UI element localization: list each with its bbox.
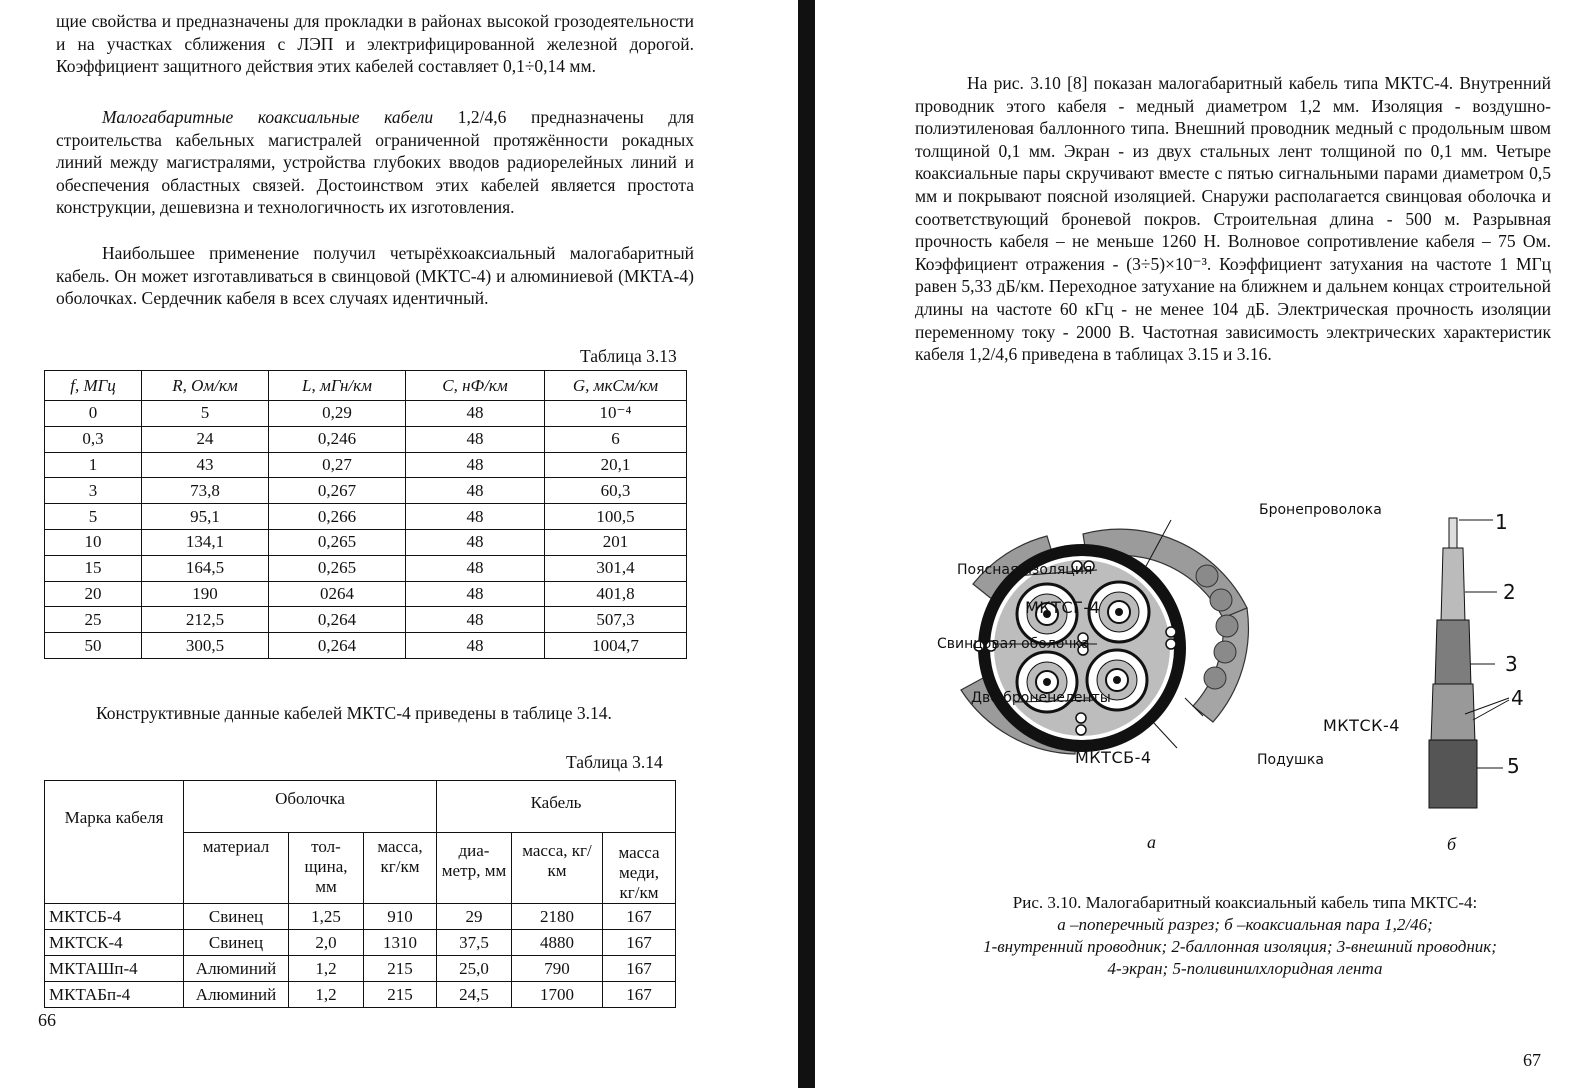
table-3-13 [44, 370, 687, 659]
table-3-14-cell: 25,0 [437, 956, 512, 982]
table-3-14-cell: 1,25 [289, 904, 364, 930]
table-3-14-row [45, 904, 676, 930]
table-3-14-cell: Алюминий [184, 982, 289, 1008]
table-3-13-cell: 0,3 [45, 426, 142, 452]
left-paragraph-3: Наибольшее применение получил четырёхкоаксиальный малогабаритный кабель. Он может изготавливаться в свинцовой (МКТС-4) и алюминиевой (МКТА-4) оболочках. Сердечник кабеля в всех случаях идентичный. [56, 243, 694, 309]
page-number-left: 66 [38, 1010, 56, 1030]
table-3-14-cell: 167 [603, 930, 676, 956]
table-3-13-row [45, 452, 687, 478]
table-3-14-cell: 167 [603, 904, 676, 930]
figure-caption [925, 892, 1565, 980]
table-3-14-cell: 29 [437, 904, 512, 930]
table-3-13-cell: 190 [142, 581, 269, 607]
table-3-13-cell: 43 [142, 452, 269, 478]
table-3-13-cell: 48 [406, 401, 545, 427]
table-3-13-cell: 401,8 [545, 581, 687, 607]
table-3-14-cell: 167 [603, 956, 676, 982]
table-3-14-cell: 910 [364, 904, 437, 930]
table-3-13-cell: 0,246 [269, 426, 406, 452]
label-cushion: Подушка [1257, 752, 1324, 768]
table-3-13-cell: 0264 [269, 581, 406, 607]
table-3-13-cell: 0,265 [269, 555, 406, 581]
table-3-14-cell: 4880 [512, 930, 603, 956]
table-3-14-cell: 167 [603, 982, 676, 1008]
table-3-14-subheader: масса, кг/км [364, 833, 437, 904]
table-3-14-header-cable: Кабель [437, 781, 676, 833]
table-3-13-cell: 0 [45, 401, 142, 427]
table-3-13-cell: 24 [142, 426, 269, 452]
table-3-13-row [45, 504, 687, 530]
table-3-14-cell: 1,2 [289, 956, 364, 982]
table-3-14-cell: 37,5 [437, 930, 512, 956]
table-3-13-cell: 301,4 [545, 555, 687, 581]
left-paragraph-2 [56, 106, 694, 219]
figure-cross-section [815, 490, 1584, 880]
table-3-13-header: C, нФ/км [406, 371, 545, 401]
table-3-13-cell: 48 [406, 633, 545, 659]
table-3-13-cell: 164,5 [142, 555, 269, 581]
table-3-14-cell: 1310 [364, 930, 437, 956]
table-3-14-cell: 2,0 [289, 930, 364, 956]
table-3-14-subheader: масса меди, кг/км [603, 833, 676, 904]
table-3-14-cell: 24,5 [437, 982, 512, 1008]
table-3-13-row [45, 555, 687, 581]
label-part-5: 5 [1507, 754, 1521, 778]
table-3-14-row [45, 956, 676, 982]
table-3-13-row [45, 581, 687, 607]
table-3-14-cell: Алюминий [184, 956, 289, 982]
table-3-13-header: G, мкСм/км [545, 371, 687, 401]
table-3-13-cell: 20 [45, 581, 142, 607]
table-3-13-cell: 48 [406, 607, 545, 633]
table-3-13-cell: 73,8 [142, 478, 269, 504]
table-3-13-cell: 300,5 [142, 633, 269, 659]
label-part-2: 2 [1503, 580, 1517, 604]
table-3-14-cell: МКТАБп-4 [45, 982, 184, 1008]
table-3-13-cell: 0,27 [269, 452, 406, 478]
table-3-14-row [45, 930, 676, 956]
left-paragraph-1: щие свойства и предназначены для прокладки в районах высокой грозодеятельности и на участках сближения с ЛЭП и электрифицированной железной дорогой. Коэффициент защитного действия этих кабелей составляет 0,1÷0,14 мм. [56, 11, 694, 77]
table-3-14-row [45, 982, 676, 1008]
right-paragraph-1: На рис. 3.10 [8] показан малогабаритный кабель типа МКТС-4. Внутренний проводник этого кабеля - медный диаметром 1,2 мм. Изоляция - воздушно-полиэтиленовая баллонного типа. Внешний проводник медный с продольным швом толщиной 0,1 мм. Экран - из двух стальных лент толщиной по 0,1 мм. Четыре коаксиальные пары скручивают вместе с пятью сигнальными парами диаметром 0,5 мм и покрывают поясной изоляцией. Снаружи располагается свинцовая оболочка и соответствующий броневой покров. Строительная длина - 500 м. Разрывная прочность кабеля – не меньше 1260 Н. Волновое сопротивление кабеля – 75 Ом. Коэффициент отражения - (3÷5)×10⁻³. Коэффициент затухания на частоте 1 МГц равен 5,33 дБ/км. Переходное затухание на ближнем и дальнем концах строительной длины на частоте 60 кГц - не менее 104 дБ. Электрическая прочность изоляции переменному току - 2000 В. Частотная зависимость электрических характеристик кабеля 1,2/4,6 приведена в таблицах 3.15 и 3.16. [915, 73, 1551, 365]
table-3-14-cell: МКТСК-4 [45, 930, 184, 956]
table-3-13-cell: 0,264 [269, 633, 406, 659]
page-number-right: 67 [1523, 1050, 1541, 1070]
table-3-13-row [45, 633, 687, 659]
table-3-14-cell: 2180 [512, 904, 603, 930]
book-gutter [798, 0, 815, 1088]
table-3-14-subheader: диа-метр, мм [437, 833, 512, 904]
table-3-14-cell: МКТСБ-4 [45, 904, 184, 930]
table-3-13-cell: 20,1 [545, 452, 687, 478]
table-3-13-cell: 10 [45, 529, 142, 555]
table-3-14-cell: Свинец [184, 904, 289, 930]
table-3-13-label: Таблица 3.13 [580, 346, 677, 366]
table-3-13-cell: 1004,7 [545, 633, 687, 659]
table-3-13-header: L, мГн/км [269, 371, 406, 401]
table-3-13-header: R, Ом/км [142, 371, 269, 401]
table-3-13-cell: 0,265 [269, 529, 406, 555]
table-3-13-row [45, 478, 687, 504]
label-mktsb: МКТСБ-4 [1075, 748, 1152, 767]
left-paragraph-2-italic: Малогабаритные коаксиальные кабели [102, 107, 434, 127]
table-3-14-header-sheath: Оболочка [184, 781, 437, 833]
table-3-13-cell: 50 [45, 633, 142, 659]
label-part-4: 4 [1511, 686, 1525, 710]
table-3-13-cell: 48 [406, 426, 545, 452]
table-3-14-header-mark: Марка кабеля [45, 781, 184, 904]
table-3-14-cell: 790 [512, 956, 603, 982]
table-3-13-cell: 5 [45, 504, 142, 530]
figure-sublabel-a: а [1147, 832, 1156, 852]
label-part-1: 1 [1495, 510, 1509, 534]
label-bronewire: Бронепроволока [1259, 502, 1382, 518]
left-paragraph-2-text: 1,2/4,6 предназначены для строительства кабельных магистралей ограниченной протяжённости рокадных линий между магистралями, устройства глубоких вводов радиорелейных линий и обеспечения областных связей. Достоинством этих кабелей является простота конструкции, дешевизна и технологичность их изготовления. [56, 107, 694, 218]
figure-caption-line-2: а –поперечный разрез; б –коаксиальная пара 1,2/46; [1057, 915, 1433, 934]
right-page [815, 0, 1584, 1088]
figure-caption-line-4: 4-экран; 5-поливинилхлоридная лента [1107, 959, 1383, 978]
table-3-14-cell: Свинец [184, 930, 289, 956]
figure-caption-line-3: 1-внутренний проводник; 2-баллонная изоляция; 3-внешний проводник; [983, 937, 1497, 956]
table-3-13-cell: 0,266 [269, 504, 406, 530]
table-3-14-subheader: масса, кг/км [512, 833, 603, 904]
cable-cross-section-drawing [815, 490, 1584, 880]
coax-pair-side-view [1429, 518, 1509, 808]
figure-sublabel-b: б [1447, 834, 1457, 854]
label-belt-insulation: Поясная изоляция [957, 562, 1093, 578]
table-3-14-cell: 215 [364, 982, 437, 1008]
table-3-13-cell: 0,29 [269, 401, 406, 427]
table-3-13-header: f, МГц [45, 371, 142, 401]
table-3-13-cell: 15 [45, 555, 142, 581]
label-two-tapes: Две броненеленты [971, 690, 1111, 706]
table-3-14-cell: 215 [364, 956, 437, 982]
table-3-13-cell: 95,1 [142, 504, 269, 530]
table-3-13-row [45, 401, 687, 427]
table-3-13-cell: 5 [142, 401, 269, 427]
table-3-13-cell: 48 [406, 555, 545, 581]
figure-caption-line-1: Рис. 3.10. Малогабаритный коаксиальный кабель типа МКТС-4: [1012, 893, 1478, 912]
table-3-13-row [45, 529, 687, 555]
label-part-3: 3 [1505, 652, 1519, 676]
table-3-13-cell: 48 [406, 504, 545, 530]
table-3-13-cell: 60,3 [545, 478, 687, 504]
table-3-13-cell: 0,264 [269, 607, 406, 633]
table-3-14-cell: 1,2 [289, 982, 364, 1008]
table-3-13-cell: 201 [545, 529, 687, 555]
table-3-13-cell: 25 [45, 607, 142, 633]
table-3-13-cell: 100,5 [545, 504, 687, 530]
table-3-14-label: Таблица 3.14 [566, 752, 663, 772]
table-3-13-cell: 134,1 [142, 529, 269, 555]
label-lead-sheath: Свинцовая оболочка [937, 636, 1090, 652]
table-3-13-row [45, 426, 687, 452]
table-3-13-cell: 6 [545, 426, 687, 452]
table-3-14-cell: 1700 [512, 982, 603, 1008]
table-3-14 [44, 780, 676, 1008]
table-3-13-cell: 1 [45, 452, 142, 478]
table-3-13-cell: 212,5 [142, 607, 269, 633]
table-3-13-header-row [45, 371, 687, 401]
table-3-13-row [45, 607, 687, 633]
table-3-13-cell: 48 [406, 478, 545, 504]
label-mktsk: МКТСК-4 [1323, 716, 1400, 735]
table-3-13-cell: 48 [406, 452, 545, 478]
table-3-13-cell: 48 [406, 529, 545, 555]
left-paragraph-4: Конструктивные данные кабелей МКТС-4 приведены в таблице 3.14. [96, 703, 612, 723]
table-3-13-cell: 48 [406, 581, 545, 607]
label-mktsg: МКТСГ-4 [1025, 598, 1101, 617]
table-3-13-cell: 0,267 [269, 478, 406, 504]
table-3-13-cell: 3 [45, 478, 142, 504]
table-3-14-header-row-1 [45, 781, 676, 833]
table-3-13-cell: 10⁻⁴ [545, 401, 687, 427]
table-3-14-cell: МКТАШп-4 [45, 956, 184, 982]
table-3-14-subheader: тол-щина, мм [289, 833, 364, 904]
table-3-13-cell: 507,3 [545, 607, 687, 633]
table-3-14-subheader: материал [184, 833, 289, 904]
